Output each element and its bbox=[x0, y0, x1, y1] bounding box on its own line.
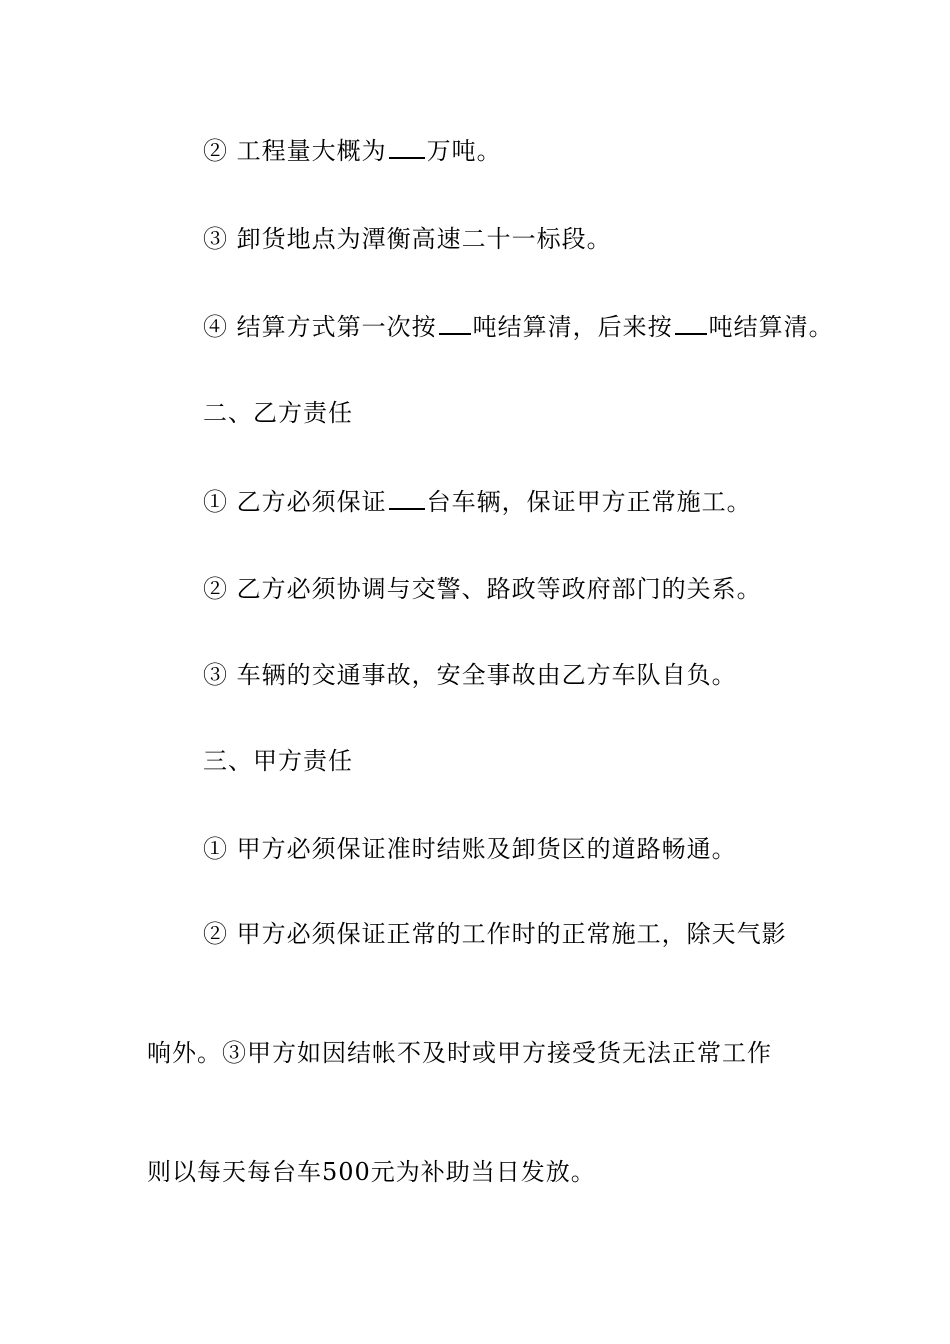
clause-payment-road: ① 甲方必须保证准时结账及卸货区的道路畅通。 bbox=[203, 835, 737, 863]
clause-unload-location: ③ 卸货地点为潭衡高速二十一标段。 bbox=[203, 225, 612, 253]
clause-text: ① 乙方必须保证 bbox=[203, 488, 387, 516]
clause-text: 工程量大概为 bbox=[228, 137, 387, 165]
clause-coordination: ② 乙方必须协调与交警、路政等政府部门的关系。 bbox=[203, 575, 762, 603]
clause-accidents: ③ 车辆的交通事故，安全事故由乙方车队自负。 bbox=[203, 661, 737, 689]
clause-text: 吨结算清。 bbox=[708, 313, 834, 341]
clause-text: 结算方式第一次按 bbox=[228, 313, 437, 341]
clause-number: ④ bbox=[203, 313, 228, 341]
section-heading-party-a: 三、甲方责任 bbox=[203, 747, 353, 775]
fill-blank bbox=[389, 486, 425, 510]
clause-number: ② bbox=[203, 137, 228, 165]
clause-text: 万吨。 bbox=[426, 137, 502, 165]
clause-normal-work-line2: 响外。③甲方如因结帐不及时或甲方接受货无法正常工作 bbox=[147, 1039, 772, 1067]
clause-vehicles bbox=[203, 486, 752, 517]
clause-workload bbox=[203, 135, 502, 166]
fill-blank bbox=[675, 311, 707, 335]
section-heading-party-b: 二、乙方责任 bbox=[203, 399, 353, 427]
fill-blank bbox=[389, 135, 425, 159]
clause-normal-work-line3: 则以每天每台车500元为补助当日发放。 bbox=[147, 1158, 596, 1186]
clause-settlement bbox=[203, 311, 834, 342]
fill-blank bbox=[439, 311, 471, 335]
clause-text: 台车辆，保证甲方正常施工。 bbox=[426, 488, 752, 516]
clause-text: 吨结算清，后来按 bbox=[472, 313, 673, 341]
clause-normal-work-line1: ② 甲方必须保证正常的工作时的正常施工，除天气影 bbox=[203, 920, 787, 948]
